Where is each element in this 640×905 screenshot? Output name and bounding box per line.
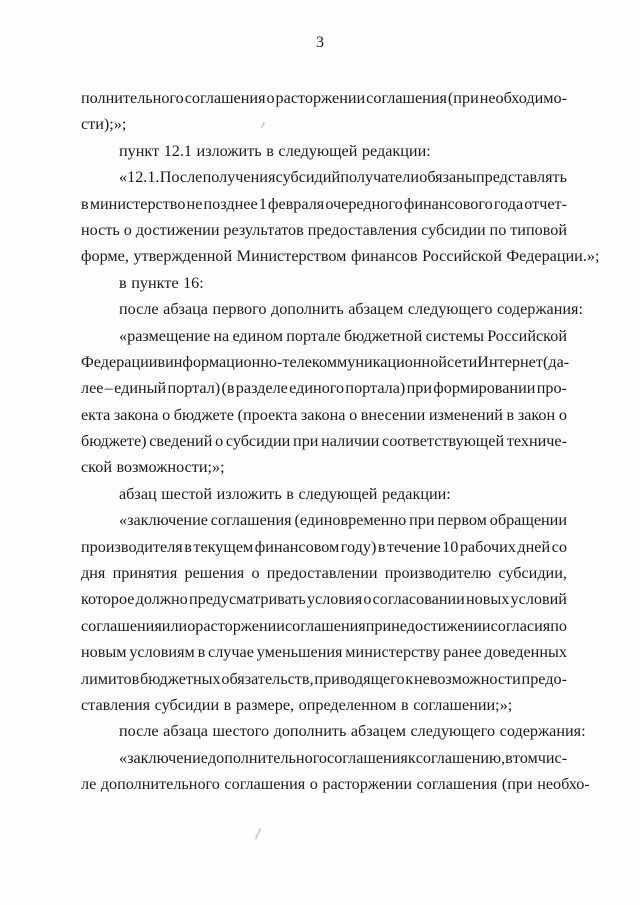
text-line: лее – единый портал) (в разделе единого портала) при формировании про- bbox=[81, 379, 567, 398]
text-line: ставления субсидии в размере, определенном в соглашении;»; bbox=[81, 695, 513, 714]
text-line: «размещение на едином портале бюджетной системы Российской bbox=[119, 326, 567, 345]
paragraph bbox=[81, 745, 590, 798]
text-line: после абзаца шестого дополнить абзацем следующего содержания: bbox=[119, 722, 586, 741]
text-line: новым условиям в случае уменьшения министерству ранее доведенных bbox=[81, 643, 567, 662]
text-line: производителя в текущем финансовом году) в течение 10 рабочих дней со bbox=[81, 537, 567, 556]
paragraph bbox=[81, 323, 570, 481]
text-line: «заключение соглашения (единовременно при первом обращении bbox=[119, 511, 567, 530]
paragraph bbox=[81, 85, 567, 138]
text-line: ле дополнительного соглашения о расторжении соглашения (при необхо- bbox=[81, 775, 590, 794]
text-line: после абзаца первого дополнить абзацем следующего содержания: bbox=[119, 300, 583, 319]
text-line: которое должно предусматривать условия о согласовании новых условий bbox=[81, 590, 567, 609]
paragraph bbox=[81, 270, 567, 296]
text-line: дня принятия решения о предоставлении производителю субсидии, bbox=[81, 564, 567, 583]
text-line: пункт 12.1 изложить в следующей редакции: bbox=[119, 141, 431, 160]
text-line: лимитов бюджетных обязательств, приводящего к невозможности предо- bbox=[81, 669, 567, 688]
text-line: «заключение дополнительного соглашения к соглашению, в том чис- bbox=[119, 748, 568, 767]
scan-speck bbox=[255, 828, 262, 840]
text-line: Федерации в информационно-телекоммуникационной сети Интернет (да- bbox=[81, 352, 570, 371]
text-line: соглашения или о расторжении соглашения при недостижении согласия по bbox=[81, 616, 567, 635]
paragraph bbox=[81, 507, 567, 718]
text-line: бюджете) сведений о субсидии при наличии соответствующей техниче- bbox=[81, 432, 567, 451]
text-line: сти);»; bbox=[81, 115, 127, 134]
paragraph bbox=[81, 296, 583, 322]
paragraph bbox=[81, 138, 567, 164]
text-line: в министерство не позднее 1 февраля очередного финансового года отчет- bbox=[81, 194, 567, 213]
text-line: абзац шестой изложить в следующей редакции: bbox=[119, 484, 451, 503]
text-line: полнительного соглашения о расторжении соглашения (при необходимо- bbox=[81, 89, 567, 107]
text-line: форме, утвержденной Министерством финансов Российской Федерации.»; bbox=[81, 247, 600, 266]
page-number: 3 bbox=[316, 34, 324, 51]
paragraph bbox=[81, 164, 600, 270]
text-line: ской возможности;»; bbox=[81, 458, 225, 477]
paragraph bbox=[81, 718, 586, 744]
paragraph bbox=[81, 481, 567, 507]
text-line: «12.1. После получения субсидий получатели обязаны представлять bbox=[119, 168, 567, 187]
document-body bbox=[81, 85, 600, 798]
text-line: в пункте 16: bbox=[119, 273, 204, 292]
text-line: екта закона о бюджете (проекта закона о внесении изменений в закон о bbox=[81, 405, 567, 424]
text-line: ность о достижении результатов предоставления субсидии по типовой bbox=[81, 220, 567, 239]
